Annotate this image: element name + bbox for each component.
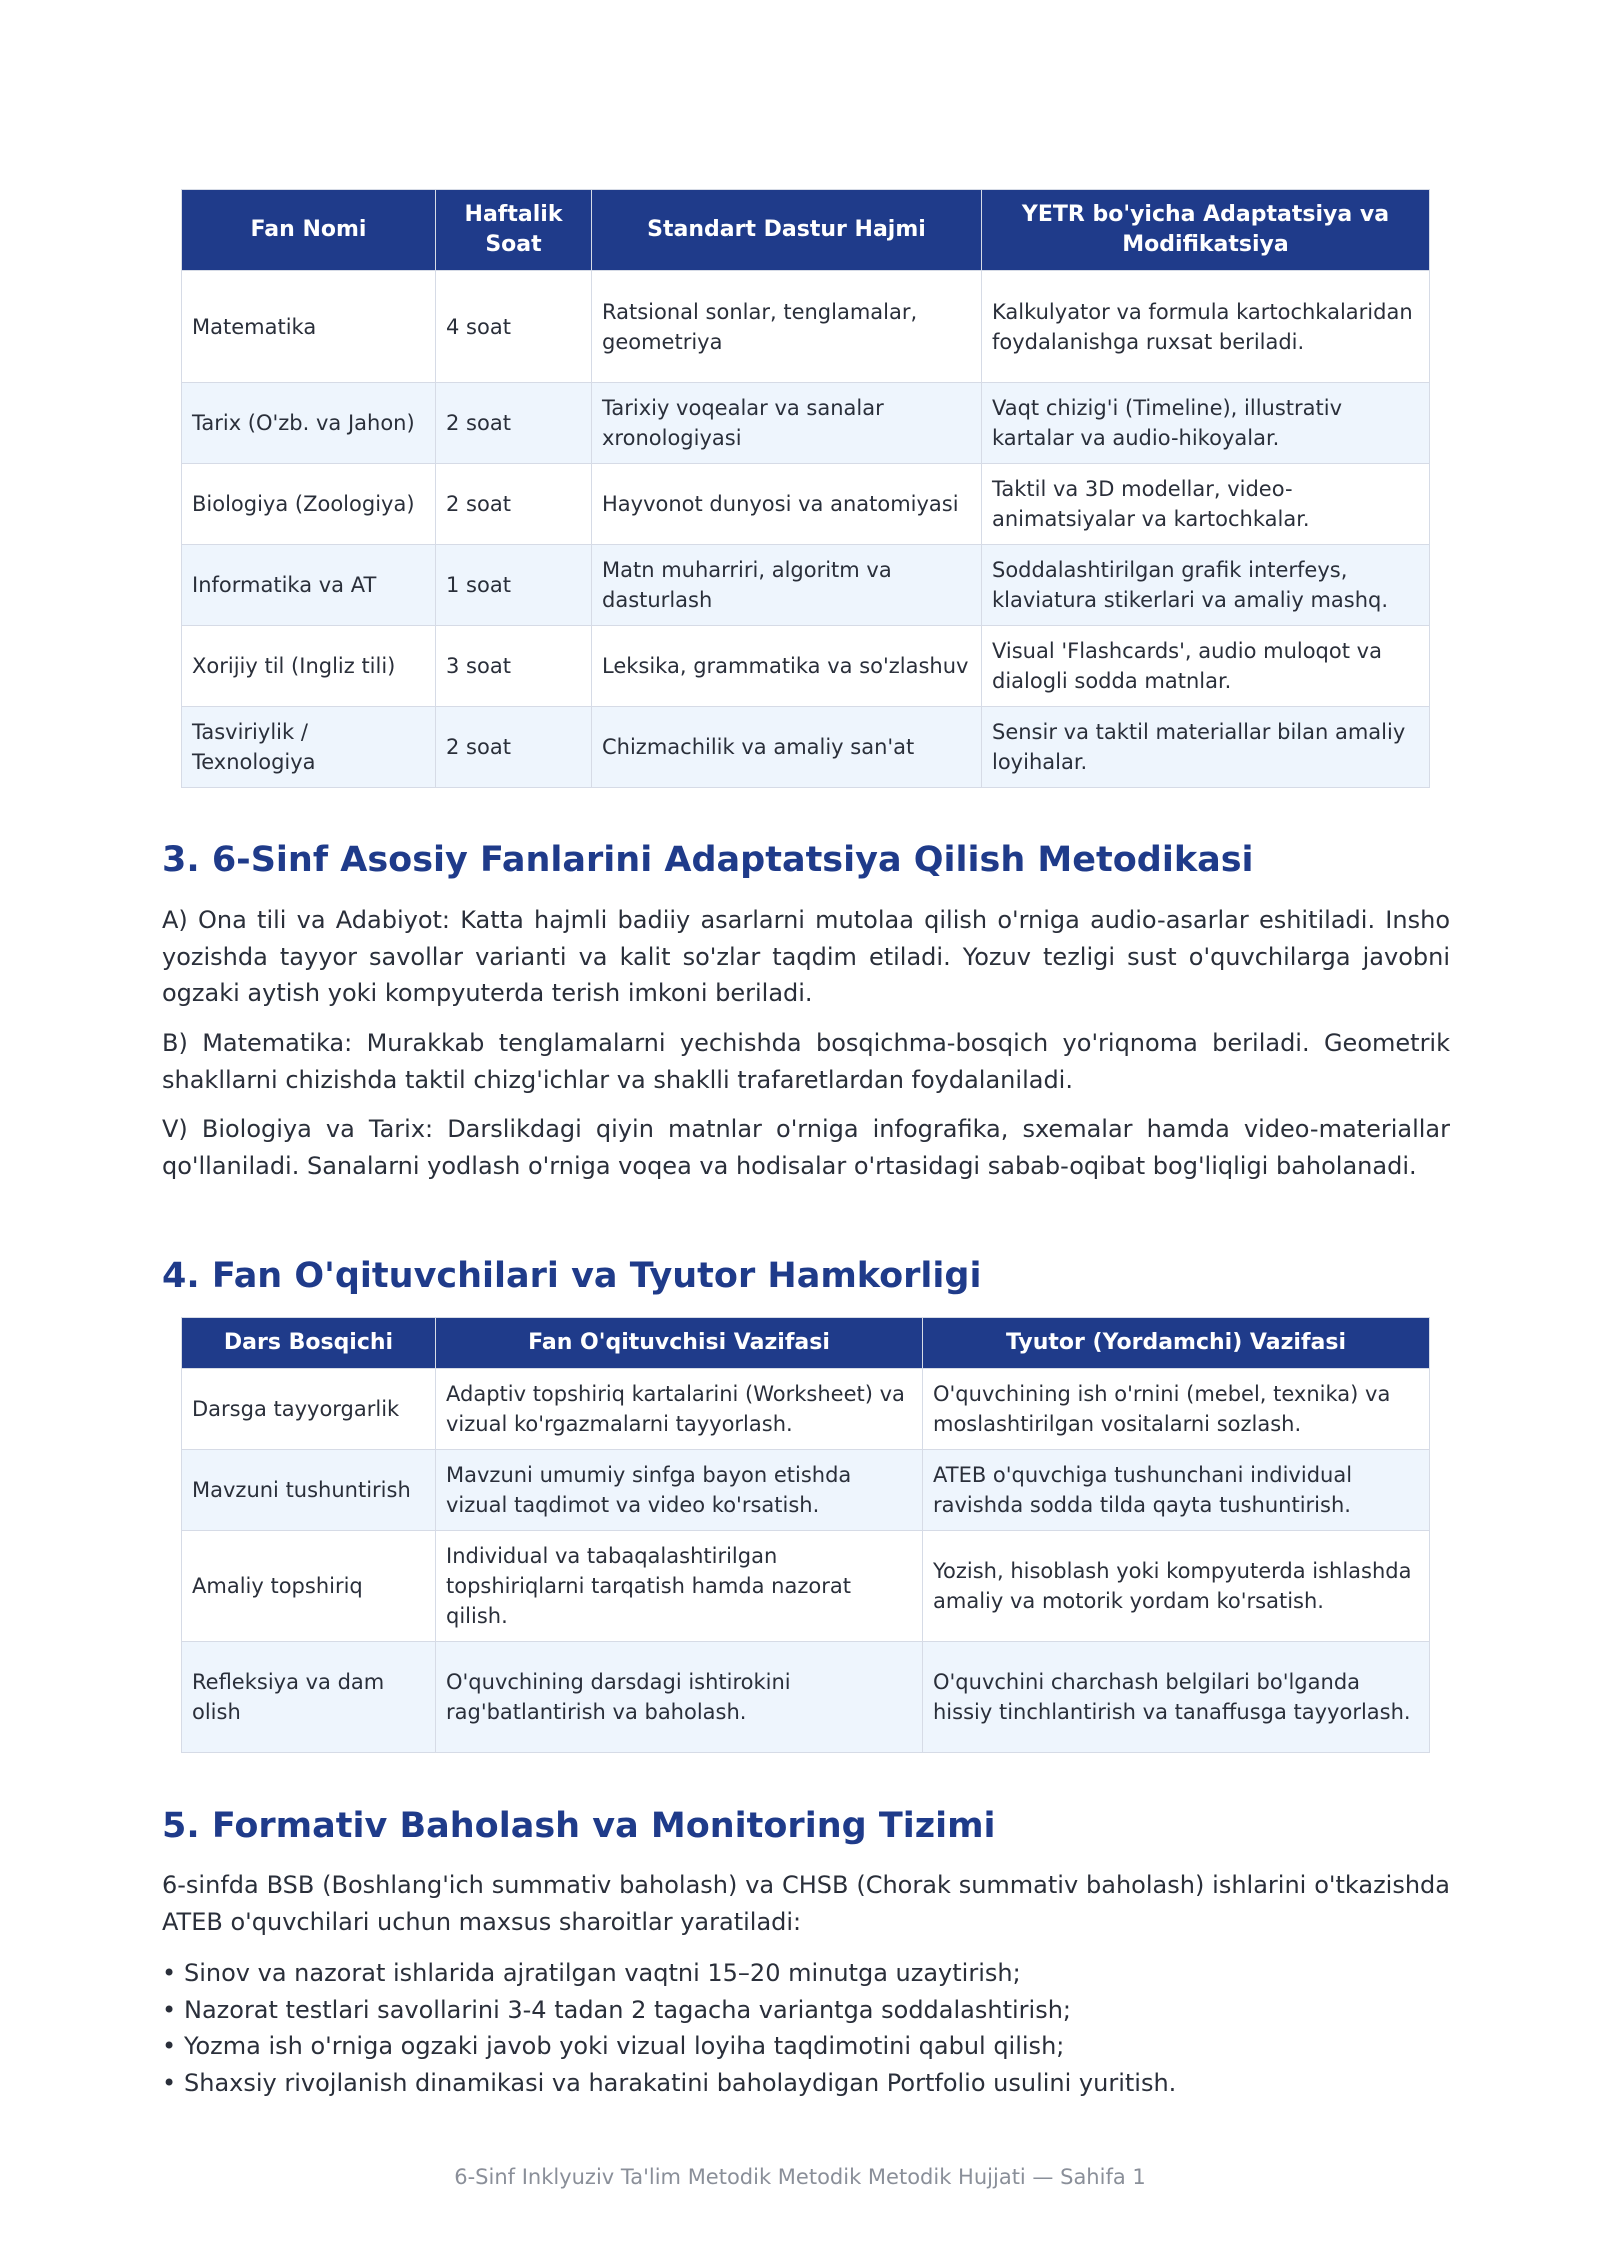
table-cell: 3 soat	[436, 626, 592, 707]
table-cell: 2 soat	[436, 464, 592, 545]
section-3-heading: 3. 6-Sinf Asosiy Fanlarini Adaptatsiya Qilish Metodikasi	[162, 840, 1254, 880]
bullet-icon: •	[162, 1995, 177, 2024]
bullet-icon: •	[162, 1959, 177, 1987]
table-cell: Refleksiya va dam olish	[182, 1642, 436, 1753]
section-4-heading: 4. Fan O'qituvchilari va Tyutor Hamkorligi	[162, 1256, 982, 1296]
table-cell: Chizmachilik va amaliy san'at	[592, 707, 982, 788]
table-row	[182, 383, 1430, 464]
column-header: Standart Dastur Hajmi	[592, 190, 982, 271]
table-cell: ATEB o'quvchiga tushunchani individual ravishda sodda tilda qayta tushuntirish.	[923, 1450, 1430, 1531]
list-item	[162, 2028, 1450, 2065]
column-header: Dars Bosqichi	[182, 1318, 436, 1369]
column-header: YETR bo'yicha Adaptatsiya va Modifikatsiya	[982, 190, 1430, 271]
bullet-icon: •	[162, 2068, 177, 2097]
assessment-conditions-list	[162, 1955, 1450, 2101]
table-cell: Tarix (O'zb. va Jahon)	[182, 383, 436, 464]
table-cell: Vaqt chizig'i (Timeline), illustrativ kartalar va audio-hikoyalar.	[982, 383, 1430, 464]
table-cell: Yozish, hisoblash yoki kompyuterda ishlashda amaliy va motorik yordam ko'rsatish.	[923, 1531, 1430, 1642]
subjects-table	[181, 189, 1430, 788]
table-cell: Kalkulyator va formula kartochkalaridan foydalanishga ruxsat beriladi.	[982, 271, 1430, 383]
list-item	[162, 1992, 1450, 2029]
table-cell: 1 soat	[436, 545, 592, 626]
table-cell: Biologiya (Zoologiya)	[182, 464, 436, 545]
collaboration-table	[181, 1317, 1430, 1753]
bullet-icon: •	[162, 2032, 177, 2060]
table-cell: O'quvchini charchash belgilari bo'lganda hissiy tinchlantirish va tanaffusga tayyorlash.	[923, 1642, 1430, 1753]
table-cell: Xorijiy til (Ingliz tili)	[182, 626, 436, 707]
column-header: Tyutor (Yordamchi) Vazifasi	[923, 1318, 1430, 1369]
list-item	[162, 2065, 1450, 2102]
table-row	[182, 1369, 1430, 1450]
list-item-text: Yozma ish o'rniga ogzaki javob yoki vizual loyiha taqdimotini qabul qilish;	[184, 2032, 1065, 2060]
table-cell: Leksika, grammatika va so'zlashuv	[592, 626, 982, 707]
table-cell: Taktil va 3D modellar, video-animatsiyalar va kartochkalar.	[982, 464, 1430, 545]
column-header: Fan O'qituvchisi Vazifasi	[436, 1318, 923, 1369]
table-cell: 4 soat	[436, 271, 592, 383]
table-cell: 2 soat	[436, 707, 592, 788]
table-cell: Darsga tayyorgarlik	[182, 1369, 436, 1450]
table-cell: Hayvonot dunyosi va anatomiyasi	[592, 464, 982, 545]
table-cell: Individual va tabaqalashtirilgan topshiriqlarni tarqatish hamda nazorat qilish.	[436, 1531, 923, 1642]
table-row	[182, 626, 1430, 707]
table-cell: Mavzuni tushuntirish	[182, 1450, 436, 1531]
page-footer: 6-Sinf Inklyuziv Ta'lim Metodik Metodik Metodik Hujjati — Sahifa 1	[454, 2165, 1146, 2189]
table-row	[182, 1642, 1430, 1753]
list-item	[162, 1955, 1450, 1992]
section-5-heading: 5. Formativ Baholash va Monitoring Tizimi	[162, 1806, 996, 1846]
section-3-paragraph-v: V) Biologiya va Tarix: Darslikdagi qiyin matnlar o'rniga infografika, sxemalar hamda video-materiallar qo'llaniladi. Sanalarni yodlash o'rniga voqea va hodisalar o'rtasidagi sabab-oqibat bog'liqligi baholanadi.	[162, 1115, 1450, 1180]
table-cell: Amaliy topshiriq	[182, 1531, 436, 1642]
column-header: Haftalik Soat	[436, 190, 592, 271]
section-3-paragraph-a: A) Ona tili va Adabiyot: Katta hajmli badiiy asarlarni mutolaa qilish o'rniga audio-asarlar eshitiladi. Insho yozishda tayyor savollar varianti va kalit so'zlar taqdim etiladi. Yozuv tezligi sust o'quvchilarga javobni ogzaki aytish yoki kompyuterda terish imkoni beriladi.	[162, 906, 1450, 1007]
table-cell: Tasviriylik / Texnologiya	[182, 707, 436, 788]
table-row	[182, 1531, 1430, 1642]
section-5-intro: 6-sinfda BSB (Boshlang'ich summativ baholash) va CHSB (Chorak summativ baholash) ishlarini o'tkazishda ATEB o'quvchilari uchun maxsus sharoitlar yaratiladi:	[162, 1871, 1450, 1936]
table-row	[182, 271, 1430, 383]
list-item-text: Sinov va nazorat ishlarida ajratilgan vaqtni 15–20 minutga uzaytirish;	[184, 1959, 1021, 1987]
list-item-text: Shaxsiy rivojlanish dinamikasi va harakatini baholaydigan Portfolio usulini yuritish.	[184, 2068, 1177, 2097]
table-cell: O'quvchining ish o'rnini (mebel, texnika) va moslashtirilgan vositalarni sozlash.	[923, 1369, 1430, 1450]
table-cell: 2 soat	[436, 383, 592, 464]
table-row	[182, 1450, 1430, 1531]
table-cell: Sensir va taktil materiallar bilan amaliy loyihalar.	[982, 707, 1430, 788]
table-cell: Visual 'Flashcards', audio muloqot va dialogli sodda matnlar.	[982, 626, 1430, 707]
table-cell: Matematika	[182, 271, 436, 383]
column-header: Fan Nomi	[182, 190, 436, 271]
table-header-row	[182, 190, 1430, 271]
section-3-paragraph-b: B) Matematika: Murakkab tenglamalarni yechishda bosqichma-bosqich yo'riqnoma beriladi. Geometrik shakllarni chizishda taktil chizg'ichlar va shaklli trafaretlardan foydalaniladi.	[162, 1029, 1450, 1094]
list-item-text: Nazorat testlari savollarini 3-4 tadan 2 tagacha variantga soddalashtirish;	[184, 1995, 1072, 2024]
table-cell: Ratsional sonlar, tenglamalar, geometriya	[592, 271, 982, 383]
table-row	[182, 464, 1430, 545]
table-cell: Mavzuni umumiy sinfga bayon etishda vizual taqdimot va video ko'rsatish.	[436, 1450, 923, 1531]
table-cell: Matn muharriri, algoritm va dasturlash	[592, 545, 982, 626]
table-cell: Tarixiy voqealar va sanalar xronologiyasi	[592, 383, 982, 464]
table-row	[182, 707, 1430, 788]
table-cell: Informatika va AT	[182, 545, 436, 626]
table-header-row	[182, 1318, 1430, 1369]
table-row	[182, 545, 1430, 626]
table-cell: Adaptiv topshiriq kartalarini (Worksheet) va vizual ko'rgazmalarni tayyorlash.	[436, 1369, 923, 1450]
table-cell: O'quvchining darsdagi ishtirokini rag'batlantirish va baholash.	[436, 1642, 923, 1753]
table-cell: Soddalashtirilgan grafik interfeys, klaviatura stikerlari va amaliy mashq.	[982, 545, 1430, 626]
